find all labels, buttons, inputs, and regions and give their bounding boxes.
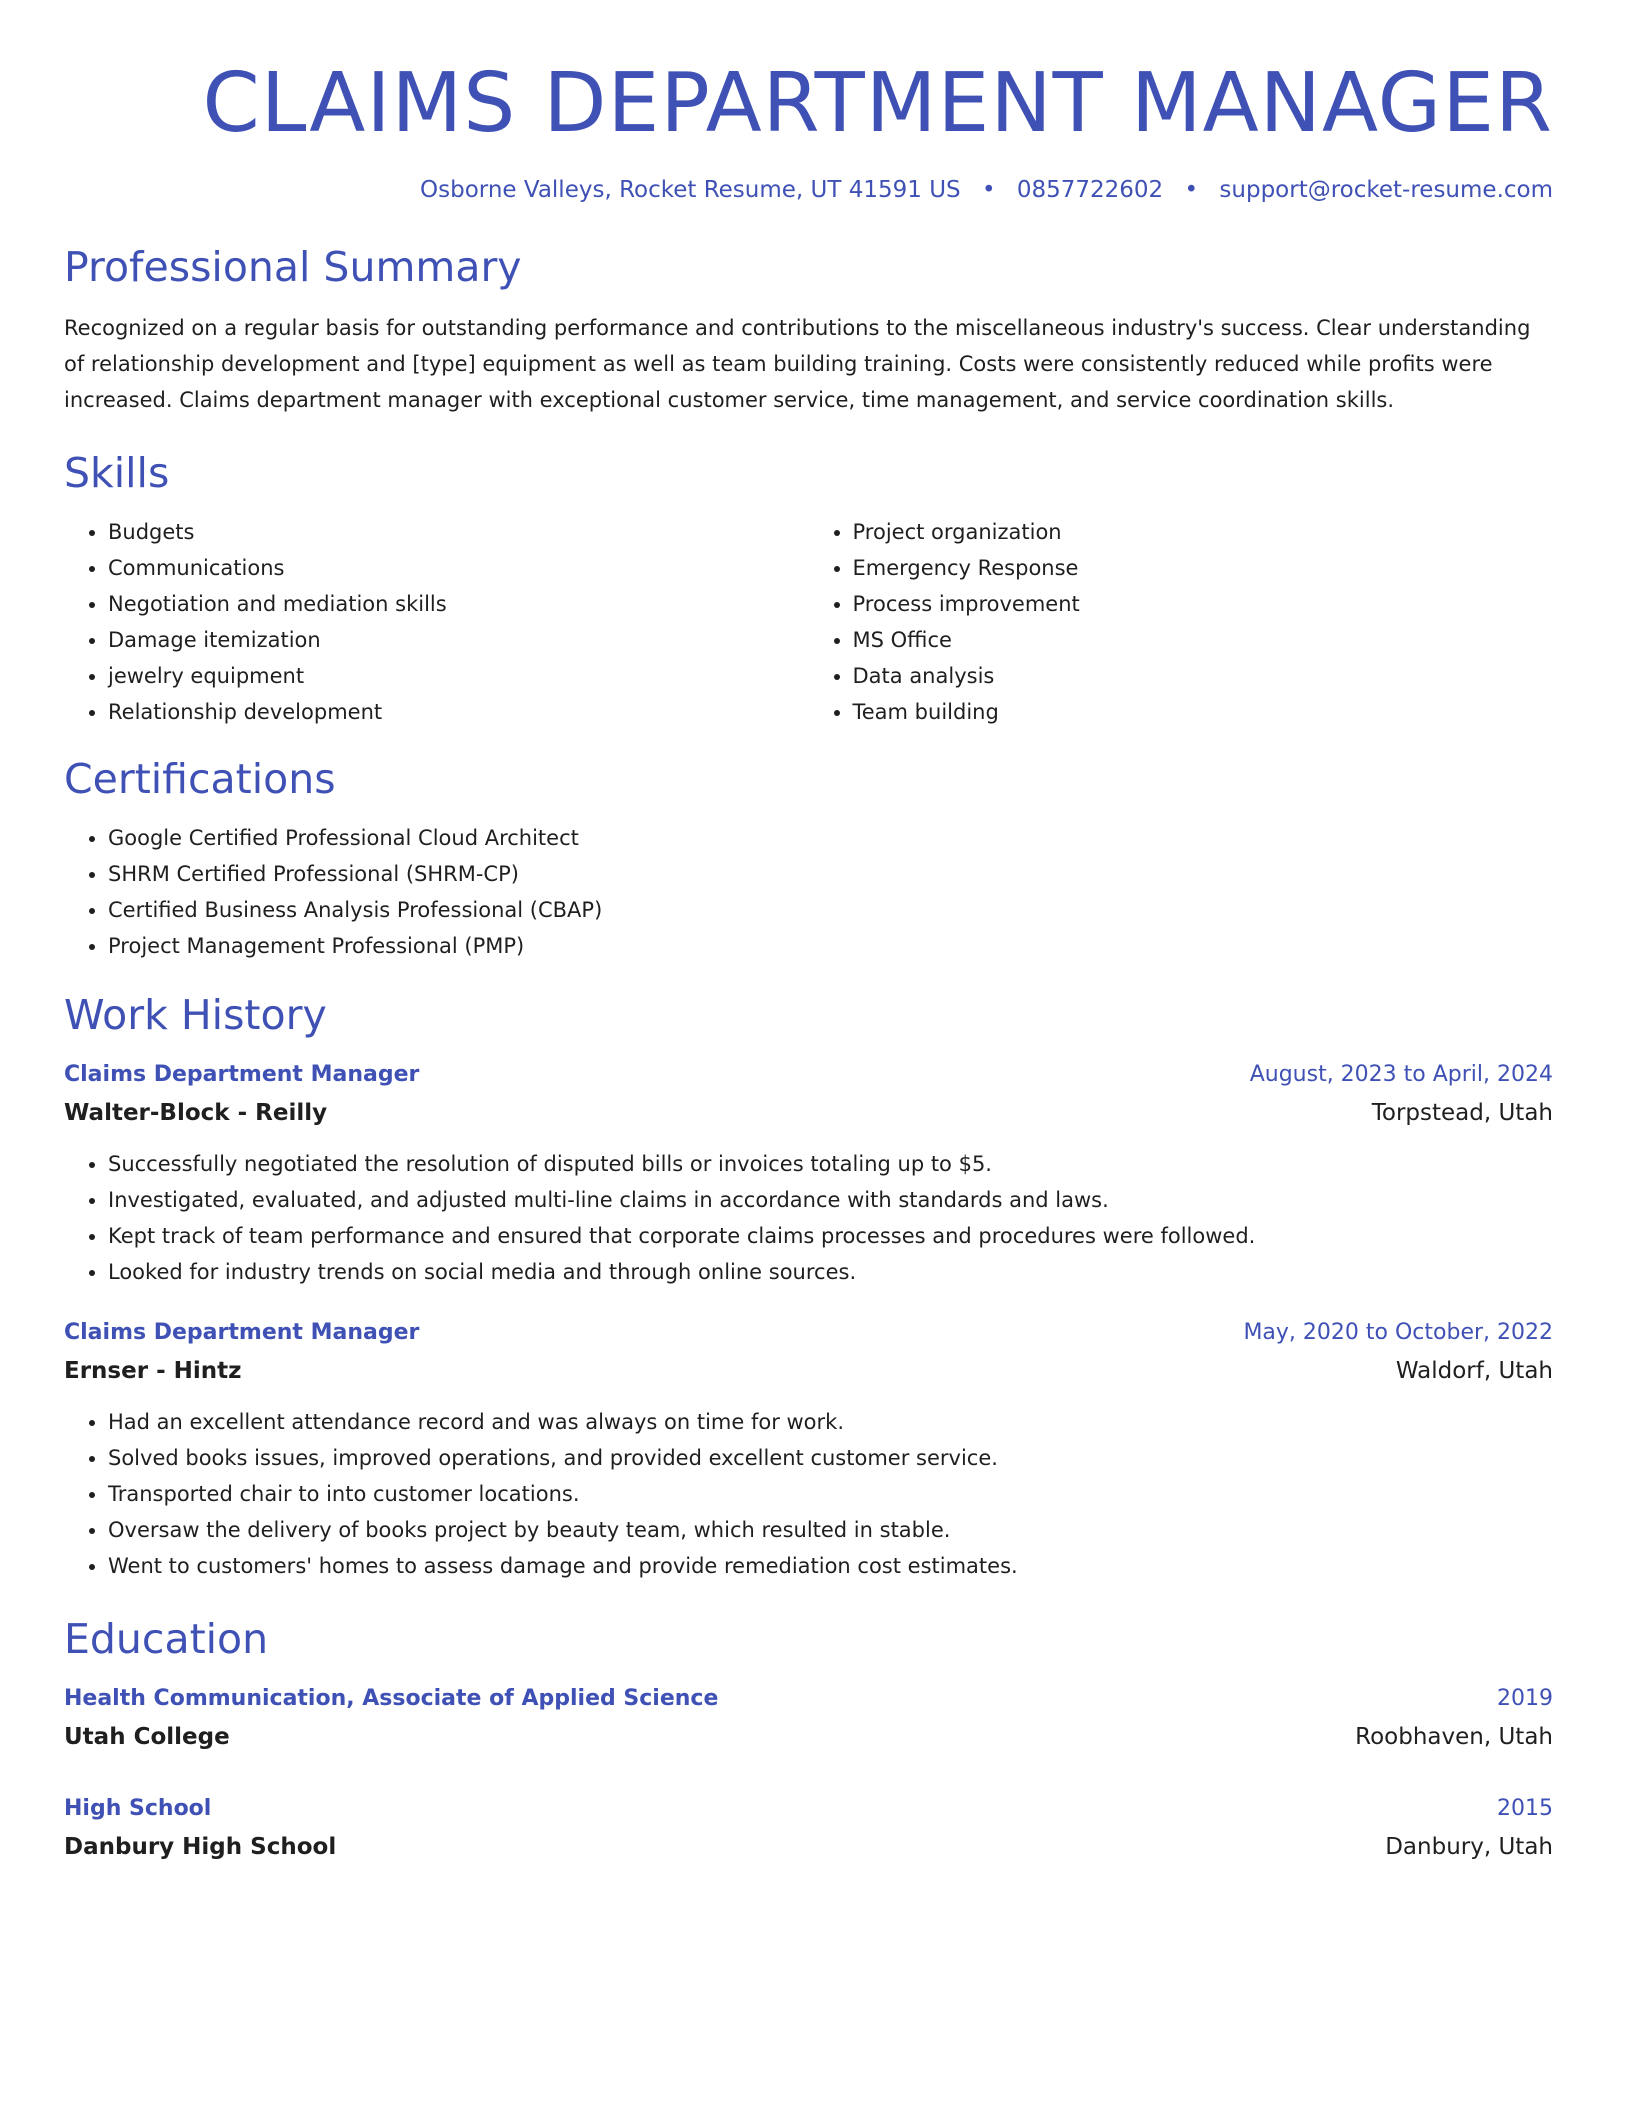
skill-item: • Damage itemization xyxy=(108,622,809,658)
education-location: Roobhaven, Utah xyxy=(1355,1724,1553,1750)
job-entry xyxy=(64,1056,1553,1290)
job-title-row xyxy=(64,1314,1553,1352)
skills-list-left xyxy=(64,514,809,730)
contact-phone: 0857722602 xyxy=(1016,177,1164,203)
skills-columns xyxy=(64,514,1553,730)
summary-heading: Professional Summary xyxy=(64,243,522,291)
job-company-row xyxy=(64,1352,1553,1390)
education-year: 2015 xyxy=(1497,1796,1553,1821)
contact-line xyxy=(64,174,1553,206)
job-bullet: • Oversaw the delivery of books project by beauty team, which resulted in stable. xyxy=(108,1512,1553,1548)
skill-item: • Team building xyxy=(853,694,1554,730)
job-title: Claims Department Manager xyxy=(64,1062,420,1087)
contact-separator: • xyxy=(981,177,996,203)
skill-item: • Process improvement xyxy=(853,586,1554,622)
job-bullet: • Had an excellent attendance record and was always on time for work. xyxy=(108,1404,1553,1440)
education-heading: Education xyxy=(64,1615,269,1663)
job-title-row xyxy=(64,1056,1553,1094)
job-bullets xyxy=(64,1146,1553,1290)
education-year: 2019 xyxy=(1497,1686,1553,1711)
job-entry xyxy=(64,1314,1553,1584)
certification-item: • Project Management Professional (PMP) xyxy=(108,928,1553,964)
job-dates: August, 2023 to April, 2024 xyxy=(1249,1062,1553,1087)
skill-item: • Relationship development xyxy=(108,694,809,730)
contact-separator: • xyxy=(1184,177,1199,203)
summary-text: Recognized on a regular basis for outstanding performance and contributions to the miscellaneous industry's success. Clear understanding of relationship development and [type] equipment as well as team building training. Costs were consistently reduced while profits were increased. Claims department manager with exceptional customer service, time management, and service coordination skills. xyxy=(64,316,1531,412)
certifications-list xyxy=(64,820,1553,964)
resume-name: CLAIMS DEPARTMENT MANAGER xyxy=(202,56,1553,151)
skill-item: • jewelry equipment xyxy=(108,658,809,694)
job-bullet: • Kept track of team performance and ensured that corporate claims processes and procedures were followed. xyxy=(108,1218,1553,1254)
education-location: Danbury, Utah xyxy=(1385,1834,1553,1860)
education-entry xyxy=(64,1790,1553,1866)
education-school-row xyxy=(64,1718,1553,1756)
job-location: Torpstead, Utah xyxy=(1371,1100,1553,1126)
job-bullet: • Successfully negotiated the resolution of disputed bills or invoices totaling up to $5. xyxy=(108,1146,1553,1182)
education-school-row xyxy=(64,1828,1553,1866)
certifications-heading: Certifications xyxy=(64,755,336,803)
skill-item: • Data analysis xyxy=(853,658,1554,694)
skills-list-right xyxy=(809,514,1554,730)
education-school: Danbury High School xyxy=(64,1834,337,1860)
skill-item: • Budgets xyxy=(108,514,809,550)
skill-item: • Emergency Response xyxy=(853,550,1554,586)
certification-item: • Certified Business Analysis Professional (CBAP) xyxy=(108,892,1553,928)
skills-heading: Skills xyxy=(64,449,170,497)
education-school: Utah College xyxy=(64,1724,230,1750)
job-bullet: • Looked for industry trends on social media and through online sources. xyxy=(108,1254,1553,1290)
education-degree-row xyxy=(64,1790,1553,1828)
skill-item: • Project organization xyxy=(853,514,1554,550)
job-title: Claims Department Manager xyxy=(64,1320,420,1345)
contact-address: Osborne Valleys, Rocket Resume, UT 41591 US xyxy=(420,177,961,203)
certification-item: • SHRM Certified Professional (SHRM-CP) xyxy=(108,856,1553,892)
resume-page xyxy=(64,52,1553,1866)
certification-item: • Google Certified Professional Cloud Architect xyxy=(108,820,1553,856)
job-bullet: • Went to customers' homes to assess damage and provide remediation cost estimates. xyxy=(108,1548,1553,1584)
skill-item: • Communications xyxy=(108,550,809,586)
skill-item: • MS Office xyxy=(853,622,1554,658)
contact-email: support@rocket-resume.com xyxy=(1219,177,1553,203)
education-degree: Health Communication, Associate of Applied Science xyxy=(64,1686,719,1711)
job-company: Walter-Block - Reilly xyxy=(64,1100,328,1126)
job-bullet: • Investigated, evaluated, and adjusted multi-line claims in accordance with standards and laws. xyxy=(108,1182,1553,1218)
job-company-row xyxy=(64,1094,1553,1132)
work-history-heading: Work History xyxy=(64,991,327,1039)
education-degree: High School xyxy=(64,1796,212,1821)
education-degree-row xyxy=(64,1680,1553,1718)
job-dates: May, 2020 to October, 2022 xyxy=(1243,1320,1553,1345)
education-entry xyxy=(64,1680,1553,1756)
skill-item: • Negotiation and mediation skills xyxy=(108,586,809,622)
job-bullets xyxy=(64,1404,1553,1584)
job-bullet: • Solved books issues, improved operations, and provided excellent customer service. xyxy=(108,1440,1553,1476)
job-location: Waldorf, Utah xyxy=(1395,1358,1553,1384)
job-company: Ernser - Hintz xyxy=(64,1358,242,1384)
job-bullet: • Transported chair to into customer locations. xyxy=(108,1476,1553,1512)
